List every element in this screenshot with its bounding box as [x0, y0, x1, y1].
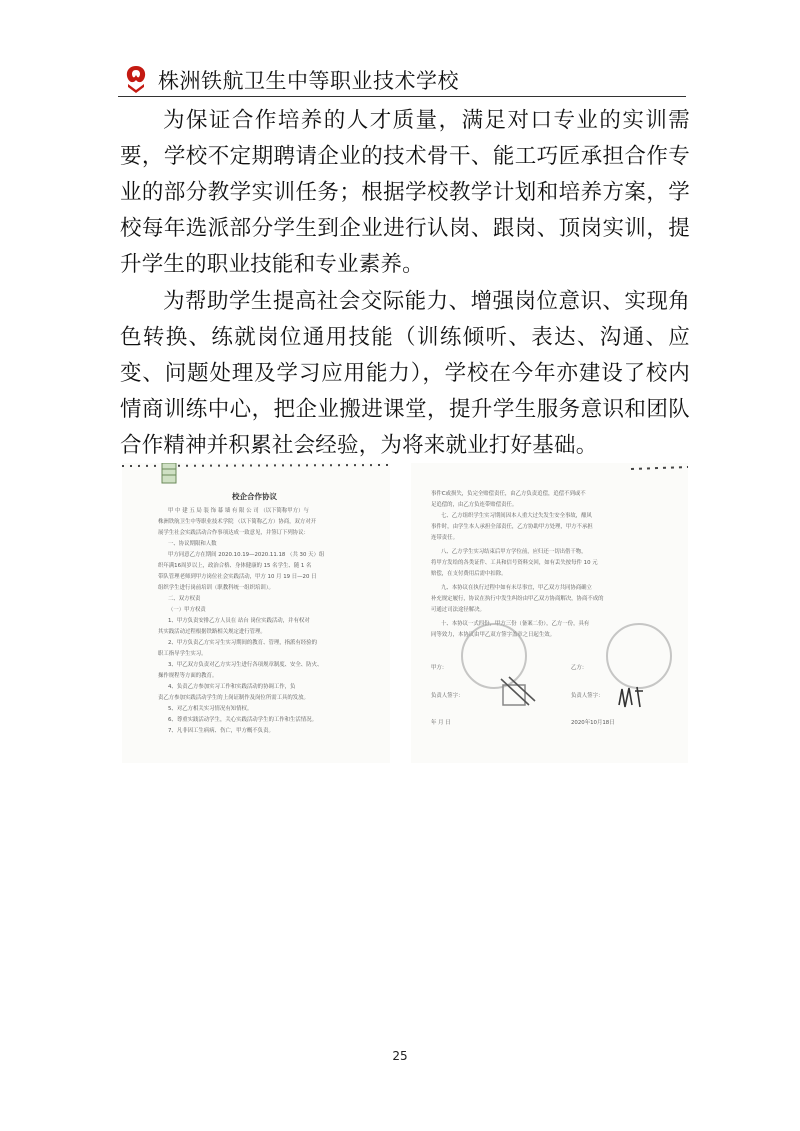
page-header [118, 62, 686, 98]
school-seal-stamp [606, 623, 672, 689]
scan-line: 事件C或损失，负完全赔偿责任，由乙方负责追偿，追偿不到或不 [431, 491, 586, 497]
scan-line: 责乙方参加实践活动学生的上岗证制作及岗位所需工具的发放。 [158, 695, 309, 701]
header-divider [118, 96, 686, 97]
scan-line: 7、凡非因工生病病、伤亡，甲方概不负责。 [168, 728, 274, 734]
party-a-date: 年 月 日 [431, 720, 451, 726]
scan-line: 2、甲方负责乙方实习生实习期间的教育、管理，指派有经验的 [168, 640, 317, 646]
agreement-scan-page-2 [411, 463, 688, 763]
scan-line: 织年满16周岁以上，政治合格、身体健康的 15 名学生、随 1 名 [158, 563, 312, 569]
scan-line: （一）甲方权责 [168, 607, 206, 613]
agreement-scan-page-1 [122, 463, 390, 763]
school-name: 株洲铁航卫生中等职业技术学校 [158, 69, 459, 93]
party-b-date: 2020年10月18日 [571, 720, 615, 726]
scan-line: 其实践活动过程根据铁路相关规定进行管理。 [158, 629, 266, 635]
page-number: 25 [392, 1049, 408, 1063]
scan-line: 十、本协议一式四份，甲方三份（备案二份），乙方一份，具有 [441, 621, 590, 627]
scan-line: 可通过司法途径解决。 [431, 607, 485, 613]
scan-line: 5、对乙方相关实习情况有知情权。 [168, 706, 253, 712]
party-b-signer: 负责人签字： [571, 693, 604, 699]
party-a-signer: 负责人签字： [431, 693, 464, 699]
scan-line: 七、乙方组织学生实习期间因本人重大过失发生安全事故，酿风 [441, 513, 592, 519]
school-logo-icon [122, 64, 150, 94]
scan-line: 3、甲乙双方负责对乙方实习生进行各项规章制度、安全、防火、 [168, 662, 323, 668]
scan-line: 株洲铁航卫生中等职业技术学院 （以下简称乙方）协商，双方对开 [158, 519, 317, 525]
scan-line: 职工指导学生实习。 [158, 651, 207, 657]
scan-line: 一、协议期限和人数 [168, 541, 217, 547]
scan-line: 连带责任。 [431, 535, 458, 541]
scan-line: 展学生社会实践活动合作事项达成一致意见，并签订下列协议： [158, 530, 309, 536]
party-b-label: 乙方： [571, 665, 588, 671]
scan-line: 同等效力，本协议由甲乙双方签字盖章之日起生效。 [431, 632, 555, 638]
binder-edge-icon [411, 463, 688, 477]
scan-line: 补充规定履行，协议在执行中发生纠纷由甲乙双方协商解决，协商不成的 [431, 596, 604, 602]
scan-line: 八、乙方学生实习结束后甲方学位前，应归还一切出借干物， [441, 549, 587, 555]
scan-line: 二、双方权责 [168, 596, 201, 602]
scan-line: 甲方同意乙方在期间 2020.10.19—2020.11.18 （共 30 天）组 [168, 552, 325, 558]
scan-line: 将甲方发给的各类证件、工具和信号资料交回，如有丢失按每件 10 元 [431, 560, 598, 566]
scan-line: 甲 中 建 五 局 装 饰 幕 墙 有 限 公 司 （以下简称甲方）与 [168, 508, 309, 514]
paragraph-training-quality: 为保证合作培养的人才质量，满足对口专业的实训需要，学校不定期聘请企业的技术骨干、能工巧匠承担合作专业的部分教学实训任务；根据学校教学计划和培养方案，学校每年选派部分学生到企业进行认岗、跟岗、顶岗实训，提升学生的职业技能和专业素养。 [120, 108, 690, 277]
scan-line: 操作规程等方面的教育。 [158, 673, 218, 679]
handwritten-signature-icon [616, 685, 646, 711]
signature-stamp-icon [499, 675, 539, 709]
scan-line: 事件时，由学生本人承担全部责任，乙方协助甲方处理，甲方不承担 [431, 524, 593, 530]
scan-line: 4、负责乙方参加实习工作和实践活动的协调工作，负 [168, 684, 296, 690]
paragraph-social-skills: 为帮助学生提高社会交际能力、增强岗位意识、实现角色转换、练就岗位通用技能（训练倾听、表达、沟通、应变、问题处理及学习应用能力），学校在今年亦建设了校内情商训练中心，把企业搬进课堂，提升学生服务意识和团队合作精神并积累社会经验，为将来就业打好基础。 [120, 289, 690, 458]
agreement-title: 校企合作协议 [232, 492, 277, 501]
scan-line: 九、本协议在执行过程中如有未尽事宜，甲乙双方共同协商确立 [441, 585, 592, 591]
scan-line: 带队管理老师到甲方岗位社会实践活动，甲方 10 月 19 日—20 日 [158, 574, 317, 580]
scan-line: 足追偿的，由乙方负连带赔偿责任。 [431, 502, 518, 508]
party-a-label: 甲方： [431, 665, 448, 671]
scan-line: 组织学生进行岗前培训（职教科统一组织培训）。 [158, 585, 274, 591]
scan-line: 赔偿，在支付费用后需中扣除。 [431, 571, 507, 577]
scan-line: 6、尊重实践活动学生，关心实践活动学生的工作和生活情况。 [168, 717, 317, 723]
scan-line: 1、甲方负责安排乙方人员在 站台 岗位实践活动，并有权对 [168, 618, 310, 624]
binder-clip-icon [122, 463, 390, 487]
